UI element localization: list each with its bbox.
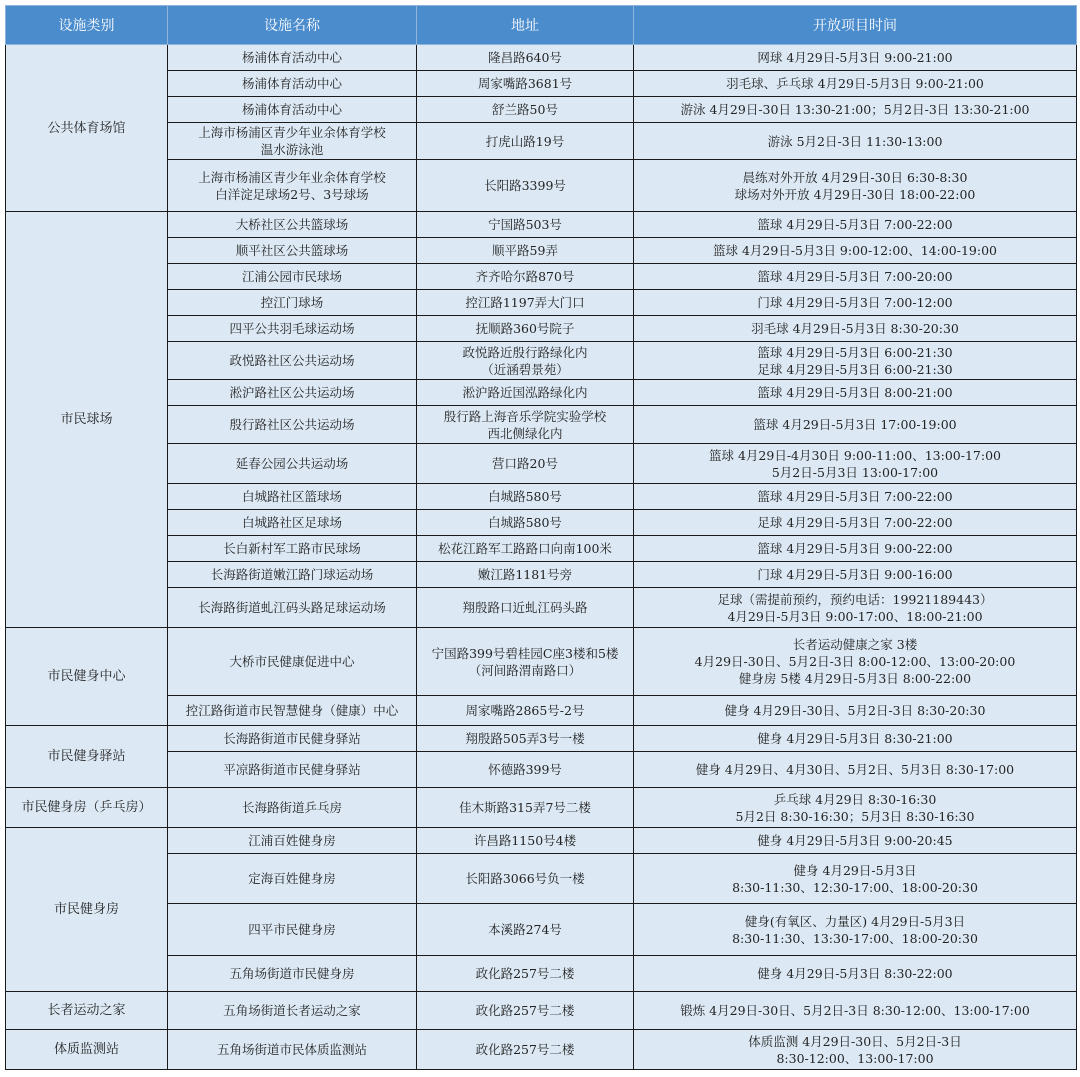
open-time bbox=[634, 1030, 1077, 1070]
open-time-line: 篮球 4月29日-5月3日 9:00-22:00 bbox=[757, 541, 953, 556]
open-time-line: 网球 4月29日-5月3日 9:00-21:00 bbox=[757, 50, 953, 65]
open-time-line: 8:30-11:30、12:30-17:00、18:00-20:30 bbox=[732, 879, 978, 895]
open-time-line: 篮球 4月29日-4月30日 9:00-11:00、13:00-17:00 bbox=[709, 447, 1001, 463]
header-open-time: 开放项目时间 bbox=[634, 6, 1077, 45]
facility-address-line: 殷行路上海音乐学院实验学校 bbox=[443, 408, 607, 424]
facility-address bbox=[417, 752, 634, 788]
facility-category: 市民球场 bbox=[6, 212, 168, 628]
open-time-line: 晨练对外开放 4月29日-30日 6:30-8:30 bbox=[742, 169, 968, 185]
facility-address-line: 怀德路399号 bbox=[488, 762, 562, 777]
facility-name bbox=[168, 45, 417, 71]
open-time-line: 乒乓球 4月29日 8:30-16:30 bbox=[773, 791, 937, 807]
open-time bbox=[634, 588, 1077, 628]
open-time bbox=[634, 160, 1077, 212]
facility-address-line: 齐齐哈尔路870号 bbox=[475, 269, 575, 284]
facility-category: 市民健身驿站 bbox=[6, 726, 168, 788]
facility-schedule-table bbox=[5, 5, 1077, 1070]
facility-category: 长者运动之家 bbox=[6, 992, 168, 1030]
facility-name bbox=[168, 290, 417, 316]
facility-address bbox=[417, 510, 634, 536]
open-time-line: 5月2日-5月3日 13:00-17:00 bbox=[771, 464, 939, 480]
facility-address-line: 松花江路军工路路口向南100米 bbox=[438, 541, 612, 556]
open-time bbox=[634, 562, 1077, 588]
facility-address-line: 宁国路399号碧桂园C座3楼和5楼 bbox=[431, 645, 619, 661]
facility-address-line: 本溪路274号 bbox=[488, 922, 562, 937]
header-category: 设施类别 bbox=[6, 6, 168, 45]
facility-address bbox=[417, 71, 634, 97]
facility-address bbox=[417, 788, 634, 828]
facility-name bbox=[168, 828, 417, 854]
facility-name bbox=[168, 510, 417, 536]
facility-name-line: 上海市杨浦区青少年业余体育学校 bbox=[198, 125, 386, 140]
facility-address-line: 许昌路1150号4楼 bbox=[473, 833, 577, 848]
facility-address bbox=[417, 45, 634, 71]
facility-name bbox=[168, 212, 417, 238]
open-time bbox=[634, 828, 1077, 854]
facility-address-line: 长阳路3066号负一楼 bbox=[465, 871, 585, 886]
facility-address-line: 打虎山路19号 bbox=[485, 133, 565, 149]
open-time-line: 足球 4月29日-5月3日 6:00-21:30 bbox=[757, 361, 953, 377]
table-row bbox=[6, 828, 1077, 854]
facility-name-line: 控江门球场 bbox=[260, 295, 324, 310]
open-time bbox=[634, 696, 1077, 726]
open-time-line: 球场对外开放 4月29日-30日 18:00-22:00 bbox=[734, 186, 976, 202]
open-time-line: 健身(有氧区、力量区) 4月29日-5月3日 bbox=[744, 913, 966, 929]
facility-name-line: 大桥社区公共篮球场 bbox=[235, 217, 349, 232]
table-body bbox=[6, 45, 1077, 1070]
open-time-line: 8:30-12:00、13:00-17:00 bbox=[776, 1050, 934, 1066]
open-time bbox=[634, 992, 1077, 1030]
facility-address-line: 顺平路59弄 bbox=[492, 243, 558, 258]
open-time-line: 健身房 5楼 4月29日-5月3日 8:00-22:00 bbox=[738, 671, 972, 686]
open-time bbox=[634, 484, 1077, 510]
facility-name-line: 江浦公园市民球场 bbox=[241, 269, 342, 284]
facility-name bbox=[168, 992, 417, 1030]
table-row bbox=[6, 45, 1077, 71]
open-time bbox=[634, 45, 1077, 71]
facility-name bbox=[168, 97, 417, 123]
facility-address bbox=[417, 123, 634, 160]
open-time bbox=[634, 406, 1077, 444]
facility-address-line: 西北侧绿化内 bbox=[487, 425, 563, 441]
facility-name bbox=[168, 854, 417, 904]
header-facility-name: 设施名称 bbox=[168, 6, 417, 45]
open-time bbox=[634, 123, 1077, 160]
facility-name bbox=[168, 752, 417, 788]
facility-name-line: 长海路街道嫩江路门球运动场 bbox=[210, 567, 374, 582]
open-time-line: 5月2日 8:30-16:30；5月3日 8:30-16:30 bbox=[735, 808, 975, 824]
facility-name bbox=[168, 588, 417, 628]
open-time-line: 篮球 4月29日-5月3日 9:00-12:00、14:00-19:00 bbox=[712, 243, 998, 258]
open-time-line: 4月29日-5月3日 9:00-17:00、18:00-21:00 bbox=[727, 608, 983, 624]
facility-address-line: 营口路20号 bbox=[492, 456, 558, 471]
facility-name bbox=[168, 1030, 417, 1070]
header-row bbox=[6, 6, 1077, 45]
table-row bbox=[6, 628, 1077, 696]
facility-address-line: 政化路257号二楼 bbox=[475, 966, 575, 981]
facility-name-line: 江浦百姓健身房 bbox=[248, 833, 336, 848]
open-time-line: 门球 4月29日-5月3日 9:00-16:00 bbox=[757, 567, 953, 582]
facility-address-line: 控江路1197弄大门口 bbox=[465, 295, 585, 310]
header-address: 地址 bbox=[417, 6, 634, 45]
open-time bbox=[634, 264, 1077, 290]
open-time bbox=[634, 904, 1077, 956]
facility-address bbox=[417, 290, 634, 316]
facility-name bbox=[168, 406, 417, 444]
open-time-line: 4月29日-30日、5月2日-3日 8:00-12:00、13:00-20:00 bbox=[694, 654, 1016, 669]
facility-name bbox=[168, 264, 417, 290]
open-time-line: 健身 4月29日-30日、5月2日-3日 8:30-20:30 bbox=[724, 703, 986, 718]
open-time-line: 健身 4月29日-5月3日 8:30-21:00 bbox=[757, 731, 953, 746]
facility-address bbox=[417, 828, 634, 854]
facility-name-line: 长海路街道乒乓房 bbox=[241, 800, 342, 815]
open-time-line: 篮球 4月29日-5月3日 7:00-20:00 bbox=[757, 269, 953, 284]
open-time bbox=[634, 380, 1077, 406]
open-time bbox=[634, 71, 1077, 97]
open-time-line: 游泳 4月29日-30日 13:30-21:00；5月2日-3日 13:30-21:00 bbox=[680, 102, 1030, 117]
facility-name bbox=[168, 380, 417, 406]
facility-name bbox=[168, 238, 417, 264]
open-time-line: 羽毛球、乒乓球 4月29日-5月3日 9:00-21:00 bbox=[726, 76, 984, 91]
facility-address bbox=[417, 588, 634, 628]
facility-address-line: 舒兰路50号 bbox=[492, 102, 558, 117]
facility-name bbox=[168, 342, 417, 380]
facility-name-line: 大桥市民健康促进中心 bbox=[229, 654, 355, 669]
facility-name-line: 上海市杨浦区青少年业余体育学校 bbox=[198, 169, 386, 185]
facility-name bbox=[168, 726, 417, 752]
open-time bbox=[634, 212, 1077, 238]
open-time bbox=[634, 536, 1077, 562]
table-row bbox=[6, 212, 1077, 238]
facility-address bbox=[417, 536, 634, 562]
facility-category: 市民健身房 bbox=[6, 828, 168, 992]
open-time bbox=[634, 726, 1077, 752]
facility-address-line: 翔殷路505弄3号一楼 bbox=[465, 731, 585, 746]
facility-category: 市民健身中心 bbox=[6, 628, 168, 726]
facility-address-line: 佳木斯路315弄7号二楼 bbox=[459, 800, 591, 815]
facility-name bbox=[168, 160, 417, 212]
facility-name-line: 五角场街道长者运动之家 bbox=[223, 1003, 361, 1018]
facility-name-line: 平凉路街道市民健身驿站 bbox=[223, 762, 361, 777]
open-time-line: 篮球 4月29日-5月3日 8:00-21:00 bbox=[757, 385, 953, 400]
facility-address-line: 周家嘴路2865号-2号 bbox=[465, 703, 585, 718]
facility-address-line: 翔殷路口近虬江码头路 bbox=[462, 600, 588, 615]
facility-address-line: （近涵碧景苑） bbox=[481, 361, 569, 377]
facility-address-line: 周家嘴路3681号 bbox=[477, 76, 573, 91]
facility-address-line: 白城路580号 bbox=[488, 489, 562, 504]
facility-name-line: 四平市民健身房 bbox=[248, 922, 336, 937]
open-time bbox=[634, 956, 1077, 992]
schedule-table-wrapper bbox=[5, 5, 1076, 1070]
facility-address bbox=[417, 484, 634, 510]
facility-name-line: 杨浦体育活动中心 bbox=[241, 76, 342, 91]
open-time-line: 健身 4月29日-5月3日 8:30-22:00 bbox=[757, 966, 953, 981]
table-row bbox=[6, 788, 1077, 828]
facility-name-line: 政悦路社区公共运动场 bbox=[229, 353, 355, 368]
facility-name-line: 温水游泳池 bbox=[260, 142, 324, 157]
facility-name-line: 顺平社区公共篮球场 bbox=[235, 243, 349, 258]
facility-name-line: 长白新村军工路市民球场 bbox=[223, 541, 361, 556]
facility-name bbox=[168, 788, 417, 828]
open-time-line: 健身 4月29日、4月30日、5月2日、5月3日 8:30-17:00 bbox=[695, 762, 1015, 777]
facility-address-line: 淞沪路近国泓路绿化内 bbox=[462, 385, 588, 400]
open-time bbox=[634, 788, 1077, 828]
facility-address-line: 宁国路503号 bbox=[488, 217, 562, 232]
open-time-line: 锻炼 4月29日-30日、5月2日-3日 8:30-12:00、13:00-17:00 bbox=[680, 1003, 1030, 1018]
open-time-line: 篮球 4月29日-5月3日 7:00-22:00 bbox=[757, 489, 953, 504]
open-time-line: 篮球 4月29日-5月3日 7:00-22:00 bbox=[757, 217, 953, 232]
facility-name bbox=[168, 71, 417, 97]
facility-address-line: 政化路257号二楼 bbox=[475, 1042, 575, 1057]
open-time-line: 长者运动健康之家 3楼 bbox=[792, 637, 918, 652]
open-time-line: 羽毛球 4月29日-5月3日 8:30-20:30 bbox=[751, 321, 959, 336]
facility-address-line: 嫩江路1181号旁 bbox=[477, 567, 573, 582]
facility-name-line: 白城路社区篮球场 bbox=[241, 489, 342, 504]
facility-address bbox=[417, 696, 634, 726]
open-time bbox=[634, 628, 1077, 696]
open-time bbox=[634, 752, 1077, 788]
facility-name bbox=[168, 628, 417, 696]
facility-address bbox=[417, 212, 634, 238]
facility-address-line: （河间路渭南路口） bbox=[468, 662, 582, 678]
facility-name-line: 五角场街道市民健身房 bbox=[229, 966, 355, 981]
facility-address bbox=[417, 264, 634, 290]
facility-address-line: 白城路580号 bbox=[488, 515, 562, 530]
facility-name bbox=[168, 316, 417, 342]
open-time-line: 篮球 4月29日-5月3日 17:00-19:00 bbox=[753, 417, 957, 432]
facility-address bbox=[417, 380, 634, 406]
facility-name bbox=[168, 123, 417, 160]
open-time bbox=[634, 97, 1077, 123]
facility-name-line: 杨浦体育活动中心 bbox=[241, 50, 342, 65]
facility-name bbox=[168, 536, 417, 562]
facility-name bbox=[168, 956, 417, 992]
table-row bbox=[6, 726, 1077, 752]
open-time-line: 足球 4月29日-5月3日 7:00-22:00 bbox=[757, 515, 953, 530]
table-row bbox=[6, 1030, 1077, 1070]
open-time-line: 游泳 5月2日-3日 11:30-13:00 bbox=[767, 133, 943, 149]
facility-name-line: 延春公园公共运动场 bbox=[235, 456, 349, 471]
facility-address bbox=[417, 904, 634, 956]
facility-address bbox=[417, 562, 634, 588]
facility-address bbox=[417, 992, 634, 1030]
facility-category: 市民健身房（乒乓房） bbox=[6, 788, 168, 828]
open-time bbox=[634, 510, 1077, 536]
facility-name bbox=[168, 444, 417, 484]
facility-address bbox=[417, 1030, 634, 1070]
facility-name-line: 长海路街道虬江码头路足球运动场 bbox=[198, 600, 386, 615]
facility-name-line: 控江路街道市民智慧健身（健康）中心 bbox=[185, 703, 399, 718]
facility-name-line: 白城路社区足球场 bbox=[241, 515, 342, 530]
facility-category: 公共体育场馆 bbox=[6, 45, 168, 212]
facility-address-line: 抚顺路360号院子 bbox=[475, 321, 575, 336]
open-time-line: 体质监测 4月29日-30日、5月2日-3日 bbox=[748, 1033, 962, 1049]
facility-name-line: 淞沪路社区公共运动场 bbox=[229, 385, 355, 400]
table-row bbox=[6, 992, 1077, 1030]
facility-name-line: 五角场街道市民体质监测站 bbox=[216, 1042, 367, 1057]
open-time bbox=[634, 316, 1077, 342]
facility-address bbox=[417, 238, 634, 264]
open-time-line: 足球（需提前预约，预约电话：19921189443） bbox=[717, 591, 993, 607]
facility-address-line: 长阳路3399号 bbox=[484, 178, 566, 193]
facility-name-line: 殷行路社区公共运动场 bbox=[229, 417, 355, 432]
facility-address bbox=[417, 406, 634, 444]
facility-address bbox=[417, 160, 634, 212]
open-time-line: 健身 4月29日-5月3日 bbox=[793, 862, 917, 878]
facility-address-line: 隆昌路640号 bbox=[488, 50, 562, 65]
facility-name-line: 定海百姓健身房 bbox=[248, 871, 336, 886]
open-time-line: 门球 4月29日-5月3日 7:00-12:00 bbox=[757, 295, 953, 310]
open-time bbox=[634, 444, 1077, 484]
facility-category: 体质监测站 bbox=[6, 1030, 168, 1070]
facility-address-line: 政化路257号二楼 bbox=[475, 1003, 575, 1018]
open-time bbox=[634, 854, 1077, 904]
facility-address bbox=[417, 97, 634, 123]
open-time bbox=[634, 238, 1077, 264]
facility-name bbox=[168, 562, 417, 588]
facility-address-line: 政悦路近殷行路绿化内 bbox=[462, 344, 588, 360]
open-time-line: 健身 4月29日-5月3日 9:00-20:45 bbox=[757, 833, 953, 848]
facility-address bbox=[417, 444, 634, 484]
facility-name-line: 白洋淀足球场2号、3号球场 bbox=[215, 186, 369, 202]
open-time-line: 8:30-11:30、13:30-17:00、18:00-20:30 bbox=[732, 930, 978, 946]
facility-name-line: 杨浦体育活动中心 bbox=[241, 102, 342, 117]
facility-address bbox=[417, 628, 634, 696]
open-time-line: 篮球 4月29日-5月3日 6:00-21:30 bbox=[757, 344, 953, 360]
open-time bbox=[634, 342, 1077, 380]
facility-address bbox=[417, 854, 634, 904]
facility-name bbox=[168, 484, 417, 510]
facility-name-line: 长海路街道市民健身驿站 bbox=[223, 731, 361, 746]
facility-name bbox=[168, 904, 417, 956]
open-time bbox=[634, 290, 1077, 316]
facility-address bbox=[417, 316, 634, 342]
facility-name bbox=[168, 696, 417, 726]
facility-address bbox=[417, 342, 634, 380]
facility-address bbox=[417, 956, 634, 992]
facility-address bbox=[417, 726, 634, 752]
facility-name-line: 四平公共羽毛球运动场 bbox=[229, 321, 355, 336]
